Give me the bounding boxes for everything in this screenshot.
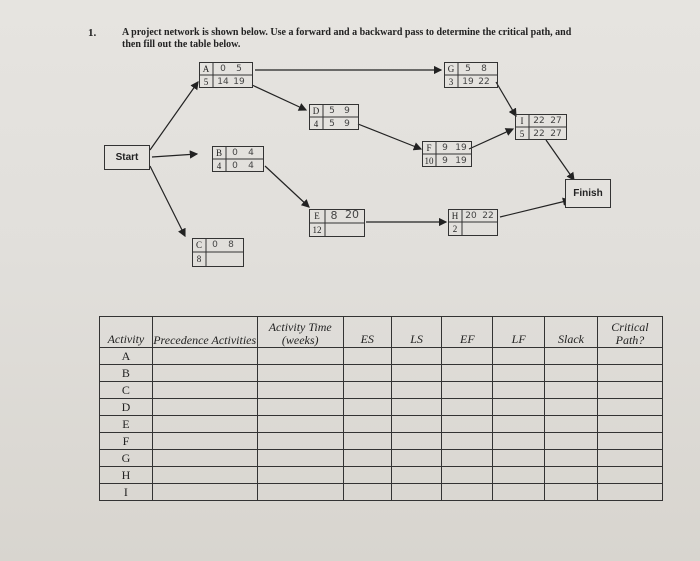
table-cell[interactable]: [545, 484, 598, 501]
table-cell[interactable]: [391, 382, 442, 399]
arrow-i-finish: [546, 140, 574, 180]
header-slack: Slack: [545, 317, 598, 348]
table-cell[interactable]: [343, 467, 391, 484]
node-g-es: 5: [465, 64, 471, 74]
node-d-ls: 5: [329, 119, 335, 129]
arrow-h-finish: [500, 200, 570, 217]
table-row: [100, 365, 663, 382]
table-cell[interactable]: [442, 348, 493, 365]
node-h-id: H: [451, 211, 459, 221]
node-c-es: 0: [212, 240, 218, 250]
node-e: [309, 209, 365, 237]
node-i-id: I: [520, 116, 524, 126]
node-d-ef: 9: [344, 106, 350, 116]
table-cell[interactable]: [257, 348, 343, 365]
table-cell[interactable]: [597, 365, 662, 382]
table-cell[interactable]: [257, 450, 343, 467]
arrow-b-e: [265, 166, 309, 207]
table-row: [100, 348, 663, 365]
row-activity-label: E: [100, 416, 153, 433]
node-h-ef: 22: [482, 211, 494, 221]
table-cell[interactable]: [442, 382, 493, 399]
table-body: [100, 348, 663, 501]
table-cell[interactable]: [442, 467, 493, 484]
header-activity-time: Activity Time (weeks): [257, 317, 343, 348]
node-c-id: C: [195, 240, 202, 250]
node-g-id: G: [447, 64, 455, 74]
table-cell[interactable]: [493, 365, 545, 382]
node-f-lf: 19: [455, 156, 467, 166]
table-cell[interactable]: [343, 450, 391, 467]
node-b-lf: 4: [248, 161, 254, 171]
node-a-es: 0: [220, 64, 226, 74]
node-e-duration: 12: [312, 225, 322, 235]
table-cell[interactable]: [493, 450, 545, 467]
row-activity-label: B: [100, 365, 153, 382]
node-c-ef: 8: [228, 240, 234, 250]
table-cell[interactable]: [545, 365, 598, 382]
table-cell[interactable]: [545, 450, 598, 467]
node-e-ef: 20: [345, 208, 359, 221]
table-cell[interactable]: [343, 382, 391, 399]
node-f-ls: 9: [442, 156, 448, 166]
start-node: Start: [104, 145, 150, 170]
table-cell[interactable]: [493, 399, 545, 416]
header-critical-path: Critical Path?: [597, 317, 662, 348]
node-a-lf: 19: [233, 77, 245, 87]
table-cell[interactable]: [597, 399, 662, 416]
arrow-start-a: [150, 82, 198, 150]
header-es: ES: [343, 317, 391, 348]
table-cell[interactable]: [597, 450, 662, 467]
table-cell[interactable]: [257, 433, 343, 450]
table-row: [100, 433, 663, 450]
header-activity: Activity: [100, 317, 153, 348]
header-precedence: Precedence Activities: [152, 317, 257, 348]
table-cell[interactable]: [391, 365, 442, 382]
table-cell[interactable]: [391, 450, 442, 467]
table-cell[interactable]: [257, 484, 343, 501]
arrow-f-i: [469, 129, 513, 149]
node-a-ls: 14: [217, 77, 229, 87]
table-cell[interactable]: [597, 467, 662, 484]
node-d-id: D: [312, 106, 320, 116]
table-cell[interactable]: [442, 365, 493, 382]
node-b-es: 0: [232, 148, 238, 158]
table-cell[interactable]: [152, 399, 257, 416]
question-number: 1.: [88, 27, 97, 39]
node-d-es: 5: [329, 106, 335, 116]
node-i-ef: 27: [550, 116, 562, 126]
table-cell[interactable]: [343, 399, 391, 416]
node-b: [212, 146, 264, 172]
table-cell[interactable]: [442, 399, 493, 416]
node-g-ef: 8: [481, 64, 487, 74]
table-cell[interactable]: [545, 348, 598, 365]
node-f-es: 9: [442, 143, 448, 153]
node-i-duration: 5: [519, 129, 525, 139]
header-lf: LF: [493, 317, 545, 348]
node-f-ef: 19: [455, 143, 467, 153]
table-cell[interactable]: [545, 382, 598, 399]
node-a-duration: 5: [203, 77, 209, 87]
table-cell[interactable]: [493, 382, 545, 399]
node-a-ef: 5: [236, 64, 242, 74]
table-cell[interactable]: [493, 467, 545, 484]
table-row: [100, 399, 663, 416]
table-cell[interactable]: [442, 484, 493, 501]
table-cell[interactable]: [257, 416, 343, 433]
table-cell[interactable]: [391, 467, 442, 484]
row-activity-label: A: [100, 348, 153, 365]
table-cell[interactable]: [257, 467, 343, 484]
node-c: [192, 238, 244, 267]
node-b-ls: 0: [232, 161, 238, 171]
node-h-duration: 2: [452, 224, 458, 234]
table-cell[interactable]: [493, 416, 545, 433]
header-ls: LS: [391, 317, 442, 348]
instructions-line-2: then fill out the table below.: [122, 39, 241, 50]
table-cell[interactable]: [152, 484, 257, 501]
node-i-ls: 22: [533, 129, 545, 139]
table-cell[interactable]: [152, 450, 257, 467]
node-a-id: A: [202, 64, 210, 74]
node-d-lf: 9: [344, 119, 350, 129]
node-f-id: F: [426, 143, 432, 153]
arrow-start-c: [150, 166, 185, 236]
table-cell[interactable]: [343, 433, 391, 450]
node-i-lf: 27: [550, 129, 562, 139]
finish-node: Finish: [565, 179, 611, 208]
node-i: [515, 114, 567, 140]
table-cell[interactable]: [152, 467, 257, 484]
node-g-lf: 22: [478, 77, 490, 87]
table-cell[interactable]: [152, 382, 257, 399]
table-cell[interactable]: [442, 416, 493, 433]
table-cell[interactable]: [152, 433, 257, 450]
table-row: [100, 484, 663, 501]
table-row: [100, 416, 663, 433]
node-f: [422, 141, 472, 167]
table-cell[interactable]: [257, 382, 343, 399]
table-row: [100, 467, 663, 484]
table-cell[interactable]: [391, 416, 442, 433]
node-e-es: 8: [330, 209, 338, 222]
table-cell[interactable]: [391, 484, 442, 501]
table-cell[interactable]: [152, 365, 257, 382]
table-cell[interactable]: [391, 399, 442, 416]
table-cell[interactable]: [343, 416, 391, 433]
node-h-es: 20: [465, 211, 477, 221]
row-activity-label: F: [100, 433, 153, 450]
node-e-id: E: [314, 211, 320, 221]
node-a: [199, 62, 253, 88]
node-d: [309, 104, 359, 130]
row-activity-label: C: [100, 382, 153, 399]
table-cell[interactable]: [343, 348, 391, 365]
table-cell[interactable]: [343, 484, 391, 501]
node-i-es: 22: [533, 116, 545, 126]
table-cell[interactable]: [493, 348, 545, 365]
table-cell[interactable]: [257, 399, 343, 416]
table-cell[interactable]: [257, 365, 343, 382]
table-cell[interactable]: [442, 450, 493, 467]
table-cell[interactable]: [391, 433, 442, 450]
table-cell[interactable]: [597, 416, 662, 433]
table-cell[interactable]: [343, 365, 391, 382]
arrow-a-d: [252, 85, 306, 110]
node-f-duration: 10: [424, 156, 434, 166]
table-row: [100, 382, 663, 399]
node-b-ef: 4: [248, 148, 254, 158]
header-ef: EF: [442, 317, 493, 348]
row-activity-label: I: [100, 484, 153, 501]
table-cell[interactable]: [545, 467, 598, 484]
table-cell[interactable]: [597, 348, 662, 365]
table-cell[interactable]: [493, 433, 545, 450]
arrow-start-b: [152, 154, 197, 157]
table-cell[interactable]: [391, 348, 442, 365]
table-header-row: [100, 317, 663, 348]
row-activity-label: G: [100, 450, 153, 467]
table-cell[interactable]: [152, 348, 257, 365]
node-b-id: B: [215, 148, 222, 158]
node-g-duration: 3: [448, 77, 454, 87]
table-cell[interactable]: [152, 416, 257, 433]
table-cell[interactable]: [545, 433, 598, 450]
row-activity-label: H: [100, 467, 153, 484]
activity-table: [99, 316, 663, 501]
table-cell[interactable]: [597, 382, 662, 399]
node-d-duration: 4: [313, 119, 319, 129]
table-cell[interactable]: [597, 433, 662, 450]
table-cell[interactable]: [545, 416, 598, 433]
node-h: [448, 209, 498, 236]
table-cell[interactable]: [545, 399, 598, 416]
node-g-ls: 19: [462, 77, 474, 87]
instructions-line-1: A project network is shown below. Use a forward and a backward pass to determine the critical path, and: [122, 27, 572, 38]
node-g: [444, 62, 498, 88]
table-row: [100, 450, 663, 467]
row-activity-label: D: [100, 399, 153, 416]
table-cell[interactable]: [493, 484, 545, 501]
arrow-d-f: [358, 124, 421, 149]
node-c-duration: 8: [196, 254, 202, 264]
arrow-g-i: [496, 82, 516, 116]
table-cell[interactable]: [442, 433, 493, 450]
node-b-duration: 4: [216, 161, 222, 171]
table-cell[interactable]: [597, 484, 662, 501]
